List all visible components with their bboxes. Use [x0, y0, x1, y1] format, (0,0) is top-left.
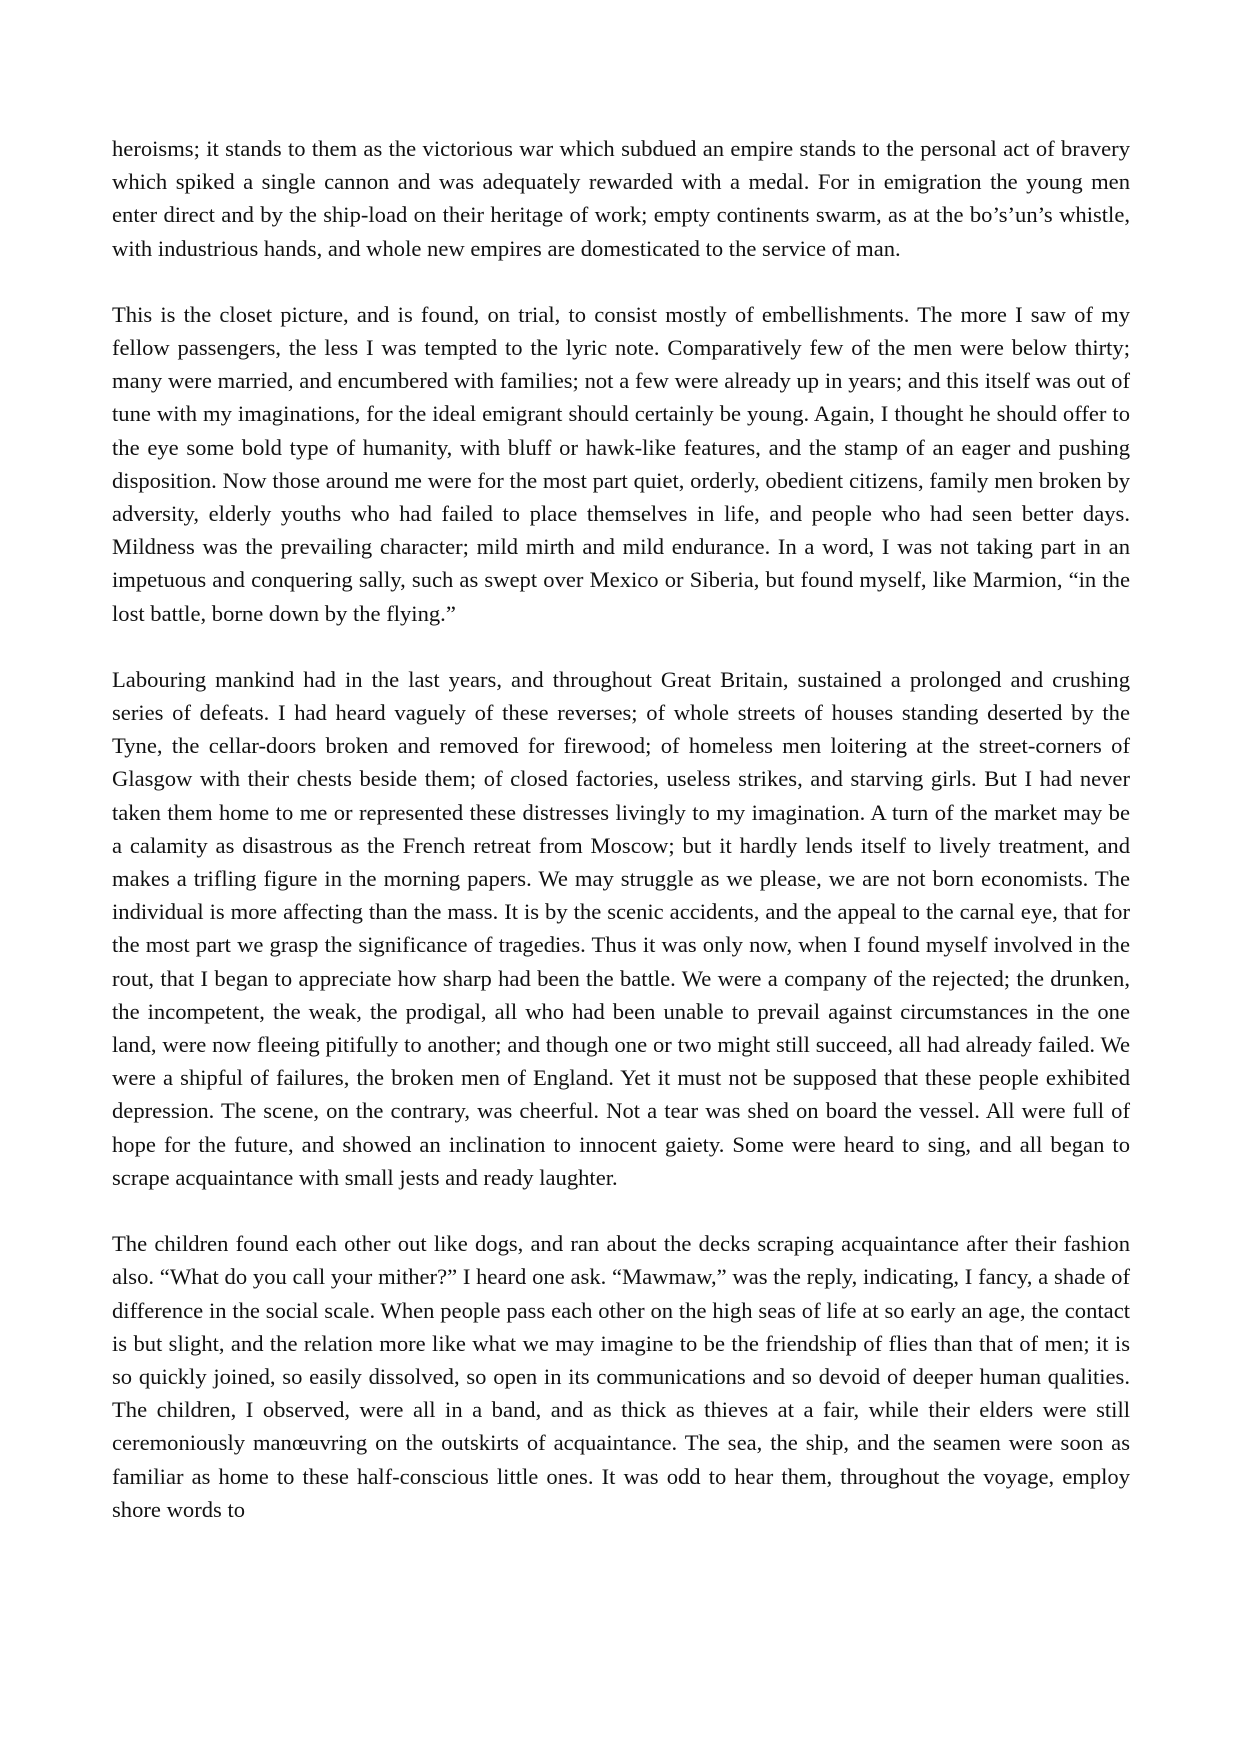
paragraph-4: The children found each other out like dogs, and ran about the decks scraping acquaintance after their fashion also. “What do you call your mither?” I heard one ask. “Mawmaw,” was the reply, indicating, I fancy, a shade of difference in the social scale. When people pass each other on the high seas of life at so early an age, the contact is but slight, and the relation more like what we may imagine to be the friendship of flies than that of men; it is so quickly joined, so easily dissolved, so open in its communications and so devoid of deeper human qualities. The children, I observed, were all in a band, and as thick as thieves at a fair, while their elders were still ceremoniously manœuvring on the outskirts of acquaintance. The sea, the ship, and the seamen were soon as familiar as home to these half-conscious little ones. It was odd to hear them, throughout the voyage, employ shore words to [112, 1231, 1130, 1522]
paragraph-2: This is the closet picture, and is found, on trial, to consist mostly of embellishments. The more I saw of my fellow passengers, the less I was tempted to the lyric note. Comparatively few of the men were below thirty; many were married, and encumbered with families; not a few were already up in years; and this itself was out of tune with my imaginations, for the ideal emigrant should certainly be young. Again, I thought he should offer to the eye some bold type of humanity, with bluff or hawk-like features, and the stamp of an eager and pushing disposition. Now those around me were for the most part quiet, orderly, obedient citizens, family men broken by adversity, elderly youths who had failed to place themselves in life, and people who had seen better days. Mildness was the prevailing character; mild mirth and mild endurance. In a word, I was not taking part in an impetuous and conquering sally, such as swept over Mexico or Siberia, but found myself, like Marmion, “in the lost battle, borne down by the flying.” [112, 301, 1130, 626]
paragraph-3: Labouring mankind had in the last years, and throughout Great Britain, sustained a prolonged and crushing series of defeats. I had heard vaguely of these reverses; of whole streets of houses standing deserted by the Tyne, the cellar-doors broken and removed for firewood; of homeless men loitering at the street-corners of Glasgow with their chests beside them; of closed factories, useless strikes, and starving girls. But I had never taken them home to me or represented these distresses livingly to my imagination. A turn of the market may be a calamity as disastrous as the French retreat from Moscow; but it hardly lends itself to lively treatment, and makes a trifling figure in the morning papers. We may struggle as we please, we are not born economists. The individual is more affecting than the mass. It is by the scenic accidents, and the appeal to the carnal eye, that for the most part we grasp the significance of tragedies. Thus it was only now, when I found myself involved in the rout, that I began to appreciate how sharp had been the battle. We were a company of the rejected; the drunken, the incompetent, the weak, the prodigal, all who had been unable to prevail against circumstances in the one land, were now fleeing pitifully to another; and though one or two might still succeed, all had already failed. We were a shipful of failures, the broken men of England. Yet it must not be supposed that these people exhibited depression. The scene, on the contrary, was cheerful. Not a tear was shed on board the vessel. All were full of hope for the future, and showed an inclination to innocent gaiety. Some were heard to sing, and all began to scrape acquaintance with small jests and ready laughter. [112, 666, 1130, 1190]
paragraph-1: heroisms; it stands to them as the victorious war which subdued an empire stands to the personal act of bravery which spiked a single cannon and was adequately rewarded with a medal. For in emigration the young men enter direct and by the ship-load on their heritage of work; empty continents swarm, as at the bo’s’un’s whistle, with industrious hands, and whole new empires are domesticated to the service of man. [112, 136, 1130, 261]
body-text [112, 132, 1130, 1526]
